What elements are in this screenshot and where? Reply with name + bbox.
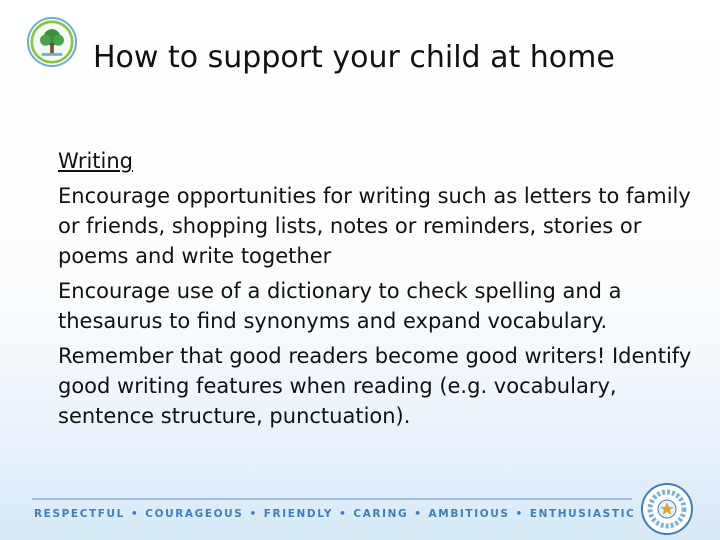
value-respectful: RESPECTFUL [34,508,125,520]
paragraph-writing-opportunities: Encourage opportunities for writing such as letters to family or friends, shopping lists, notes or reminders, stories or poems and write together [58,184,691,268]
value-separator: • [515,508,524,520]
value-friendly: FRIENDLY [263,508,334,520]
paragraph-dictionary-thesaurus: Encourage use of a dictionary to check spelling and a thesaurus to find synonyms and expand vocabulary. [58,279,622,333]
page-title: How to support your child at home [93,40,615,75]
value-courageous: COURAGEOUS [145,508,244,520]
value-caring: CARING [353,508,409,520]
rights-respecting-badge [640,482,694,536]
footer-divider [32,498,632,500]
school-values-strip [34,508,634,520]
rights-respecting-badge-icon [640,482,694,536]
value-separator: • [130,508,140,520]
section-heading: Writing [58,149,133,173]
school-logo [27,17,77,67]
value-separator: • [339,508,348,520]
value-separator: • [414,508,423,520]
value-ambitious: AMBITIOUS [428,508,510,520]
value-separator: • [249,508,258,520]
slide-body [58,146,698,436]
paragraph-good-readers: Remember that good readers become good writers! Identify good writing features when reading (e.g. vocabulary, sentence structure, punctuation). [58,344,692,428]
value-enthusiastic: ENTHUSIASTIC [529,508,636,520]
tree-crest-icon [29,19,75,65]
